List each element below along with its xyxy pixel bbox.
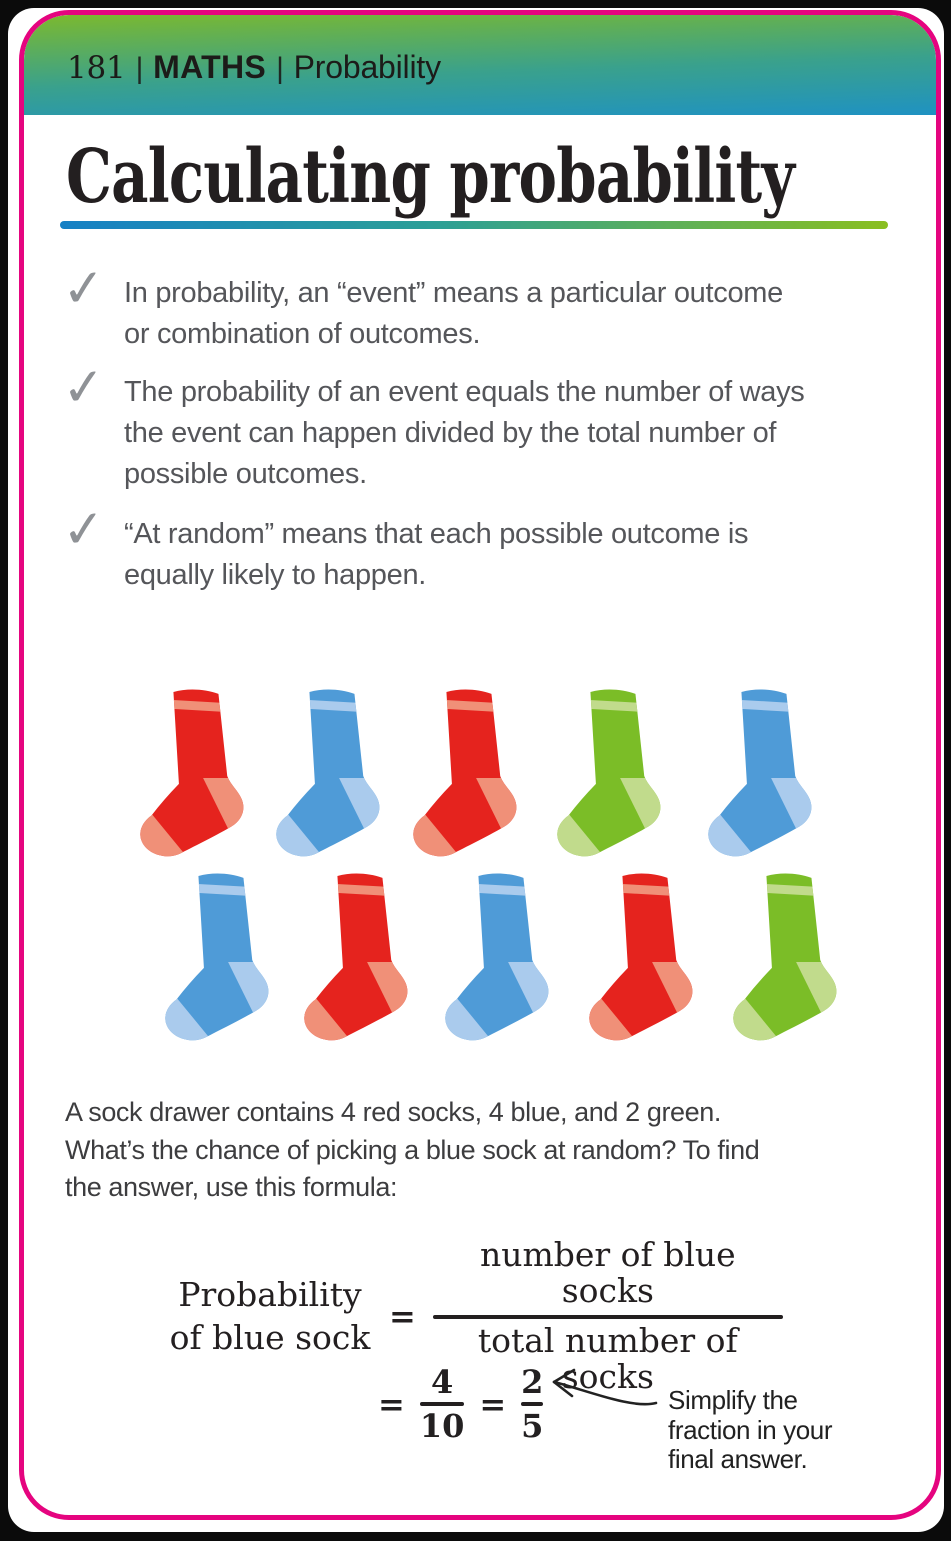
bullet-item bbox=[124, 372, 805, 495]
fraction-numerator: 2 bbox=[521, 1363, 544, 1401]
equals-sign: = bbox=[479, 1384, 507, 1423]
sock-icon-blue bbox=[703, 687, 815, 861]
fraction-2-5 bbox=[519, 1365, 545, 1443]
page-card bbox=[19, 10, 941, 1520]
topic-label: Probability bbox=[293, 49, 441, 85]
header-band bbox=[24, 15, 936, 115]
bullet-line: possible outcomes. bbox=[124, 458, 367, 490]
page-title: Calculating probability bbox=[66, 134, 795, 220]
separator-icon: | bbox=[276, 52, 284, 85]
bullet-line: or combination of outcomes. bbox=[124, 318, 481, 350]
check-icon: ✓ bbox=[59, 356, 108, 420]
paragraph-line: What’s the chance of picking a blue sock at random? To find bbox=[65, 1134, 760, 1165]
equals-sign: = bbox=[378, 1384, 405, 1423]
formula-lhs-line: Probability bbox=[178, 1275, 362, 1314]
section-label: MATHS bbox=[153, 49, 267, 85]
bullet-line: In probability, an “event” means a particular outcome bbox=[124, 277, 783, 309]
annotation bbox=[668, 1386, 832, 1475]
bullet-line: The probability of an event equals the number of ways bbox=[124, 376, 805, 408]
sock-icon-blue bbox=[440, 871, 552, 1045]
formula-lhs-line: of blue sock bbox=[169, 1318, 371, 1357]
annotation-line: final answer. bbox=[668, 1444, 808, 1474]
sock-icon-blue bbox=[160, 871, 272, 1045]
paragraph-line: the answer, use this formula: bbox=[65, 1172, 398, 1202]
fraction-denominator: 10 bbox=[419, 1406, 465, 1445]
fraction-denominator: 5 bbox=[521, 1406, 544, 1445]
bullet-line: the event can happen divided by the total number of bbox=[124, 417, 777, 449]
bullet-item bbox=[124, 273, 783, 355]
breadcrumb bbox=[67, 49, 441, 86]
sock-icon-green bbox=[728, 871, 840, 1045]
check-icon: ✓ bbox=[59, 257, 108, 321]
separator-icon: | bbox=[135, 52, 144, 85]
fraction-numerator: number of blue socks bbox=[479, 1235, 736, 1310]
sock-icon-red bbox=[299, 871, 411, 1045]
fraction-bar bbox=[521, 1402, 543, 1406]
fraction-numerator: 4 bbox=[430, 1363, 454, 1401]
fraction-denominator: total number of socks bbox=[477, 1321, 738, 1396]
sock-icon-red bbox=[135, 687, 247, 861]
annotation-line: Simplify the bbox=[668, 1385, 798, 1415]
curved-arrow-icon bbox=[544, 1357, 674, 1413]
title-underline bbox=[60, 221, 888, 229]
bullet-item bbox=[124, 514, 748, 596]
equals-sign: = bbox=[389, 1297, 416, 1335]
bullet-line: “At random” means that each possible outcome is bbox=[124, 518, 749, 550]
sock-icon-red bbox=[408, 687, 520, 861]
fraction-4-10 bbox=[418, 1365, 467, 1443]
bullet-line: equally likely to happen. bbox=[124, 559, 427, 591]
sock-icon-blue bbox=[271, 687, 383, 861]
sock-icon-red bbox=[584, 871, 696, 1045]
sock-icon-green bbox=[552, 687, 664, 861]
page-number: 181 bbox=[67, 50, 126, 86]
fraction-bar bbox=[433, 1315, 783, 1319]
formula-lhs bbox=[164, 1273, 376, 1359]
worked-step bbox=[378, 1365, 545, 1443]
check-icon: ✓ bbox=[59, 498, 108, 562]
annotation-line: fraction in your bbox=[668, 1414, 833, 1445]
fraction-bar bbox=[420, 1402, 465, 1406]
paragraph bbox=[65, 1094, 759, 1207]
paragraph-line: A sock drawer contains 4 red socks, 4 blue, and 2 green. bbox=[65, 1097, 721, 1127]
